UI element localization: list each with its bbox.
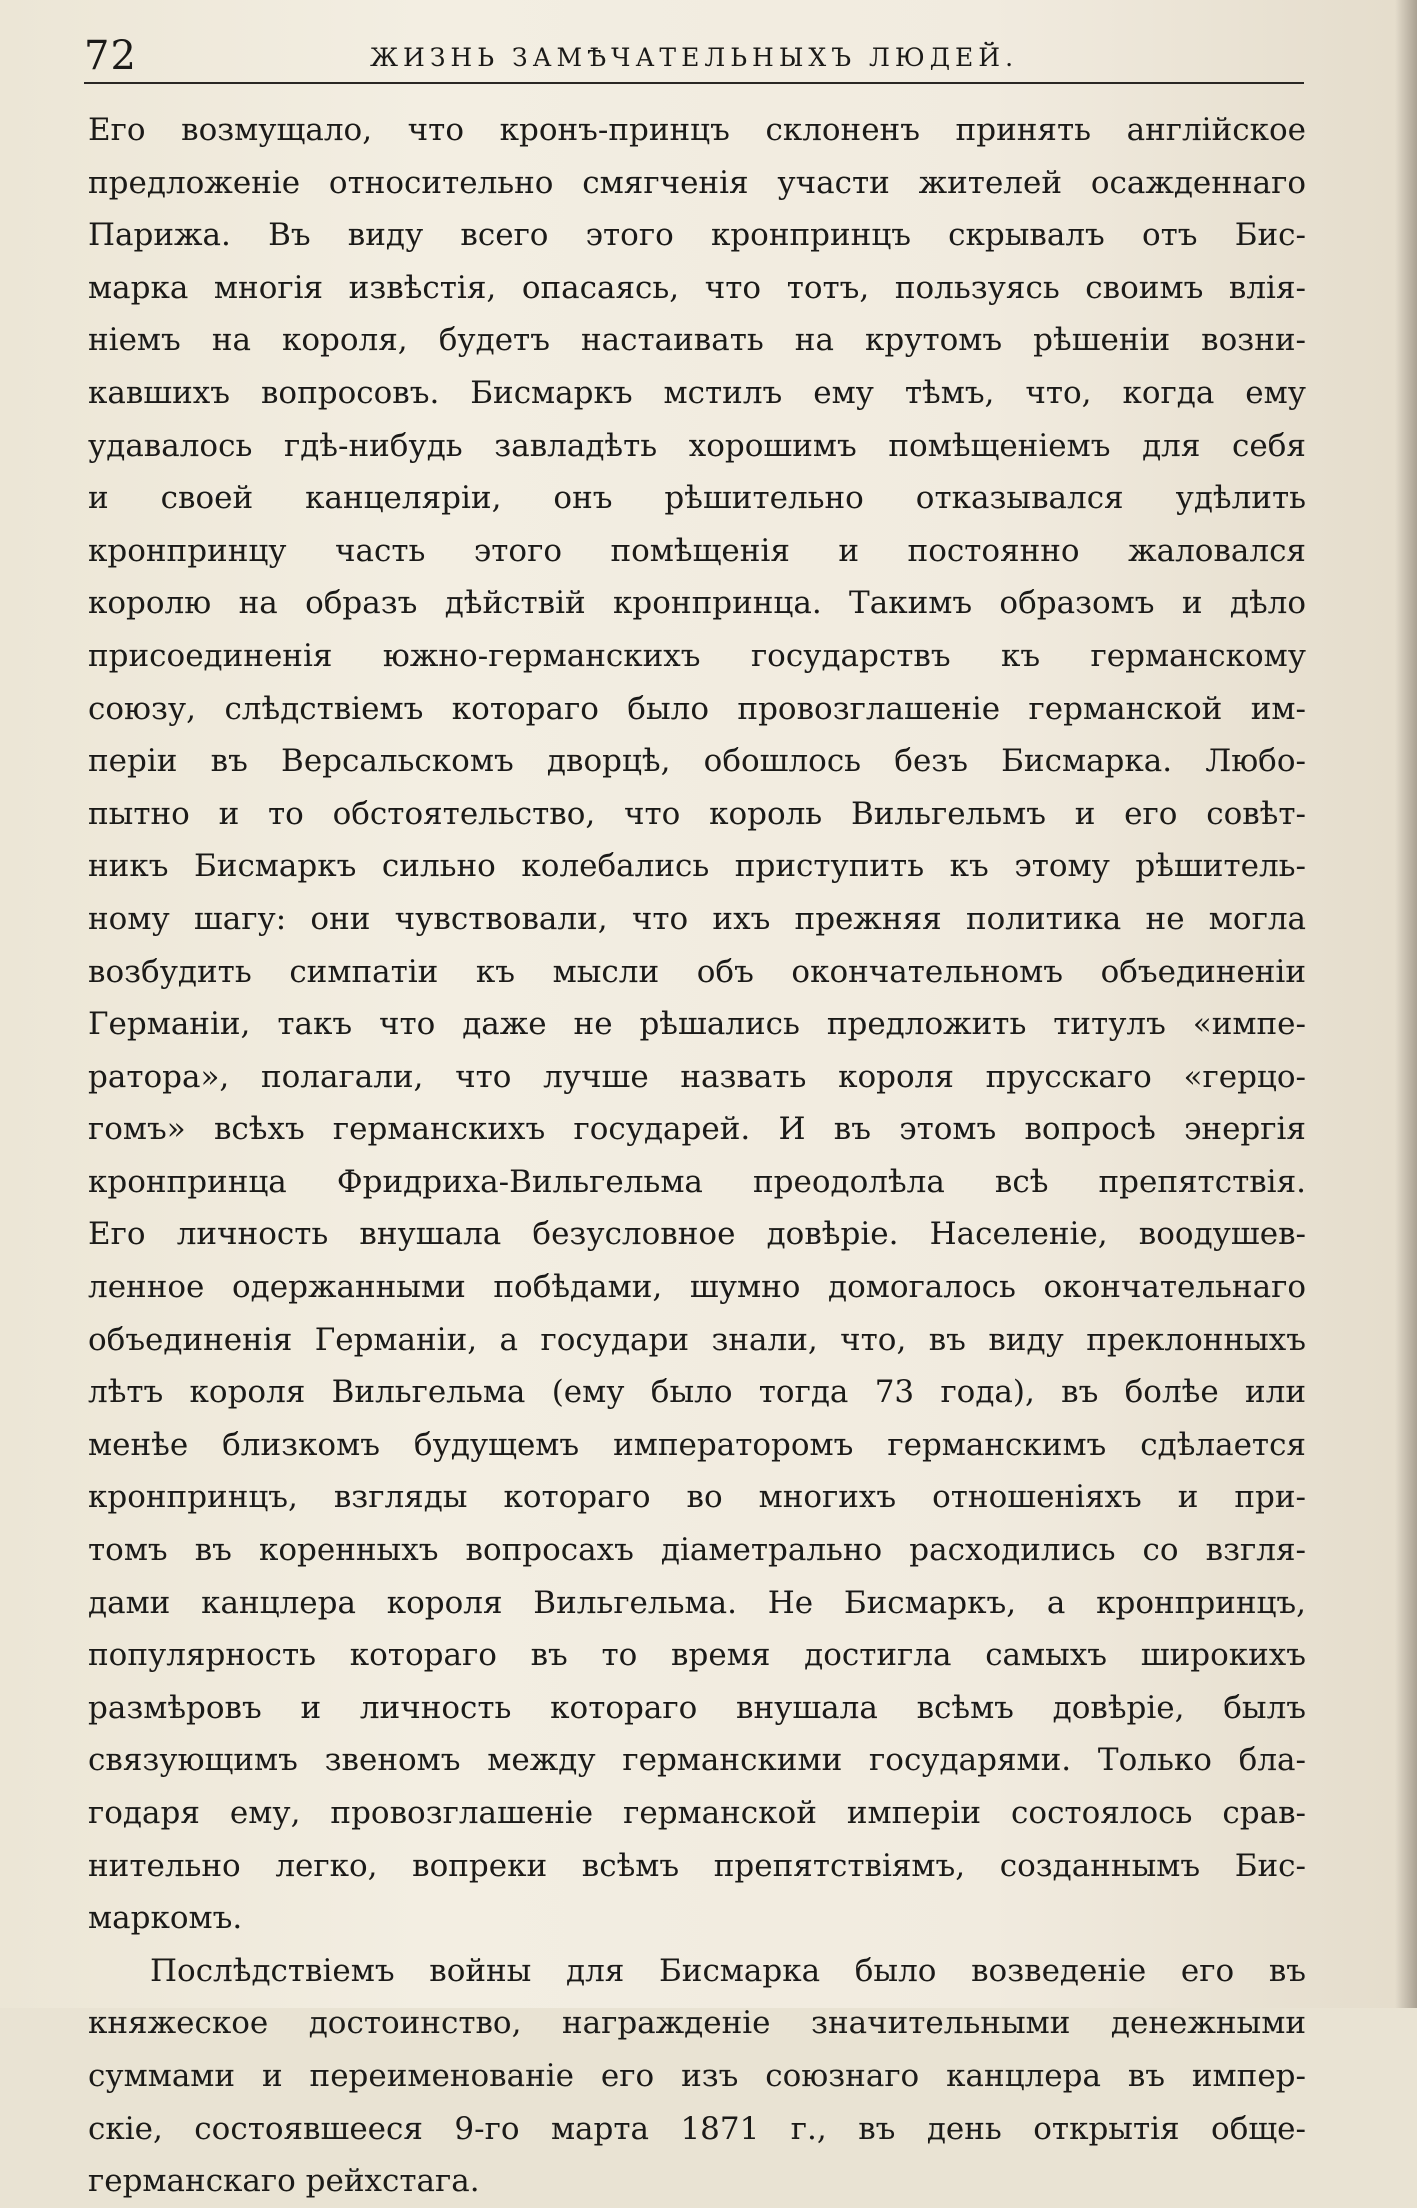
text-line: связующимъ звеномъ между германскими государями. Только бла- [88, 1742, 1306, 1779]
paragraph [88, 104, 1306, 1945]
text-line: гомъ» всѣхъ германскихъ государей. И въ этомъ вопросѣ энергія [88, 1111, 1306, 1148]
text-line: союзу, слѣдствіемъ котораго было провозглашеніе германской им- [88, 690, 1306, 727]
text-line: Парижа. Въ виду всего этого кронпринцъ скрывалъ отъ Бис- [88, 217, 1306, 254]
page-header [84, 30, 1304, 82]
text-line: пытно и то обстоятельство, что король Вильгельмъ и его совѣт- [88, 795, 1306, 832]
paragraph [88, 1945, 1306, 2208]
page-edge-shadow [1395, 0, 1417, 2008]
text-line: ратора», полагали, что лучше назвать короля прусскаго «герцо- [88, 1058, 1306, 1095]
text-line: годаря ему, провозглашеніе германской имперіи состоялось срав- [88, 1795, 1306, 1831]
text-line: княжеское достоинство, награжденіе значительными денежными [88, 2005, 1306, 2042]
text-line: періи въ Версальскомъ дворцѣ, обошлось безъ Бисмарка. Любо- [88, 743, 1306, 780]
text-line: удавалось гдѣ-нибудь завладѣть хорошимъ помѣщеніемъ для себя [88, 427, 1306, 464]
text-line: Его возмущало, что кронъ-принцъ склоненъ принять англійское [88, 112, 1306, 148]
text-line: ленное одержанными побѣдами, шумно домогалось окончательнаго [88, 1269, 1306, 1306]
text-line: томъ въ коренныхъ вопросахъ діаметрально расходились со взгля- [88, 1532, 1306, 1569]
text-line: марка многія извѣстія, опасаясь, что тотъ, пользуясь своимъ влія- [88, 269, 1306, 306]
text-line: маркомъ. [88, 1900, 243, 1937]
running-title: ЖИЗНЬ ЗАМѢЧАТЕЛЬНЫХЪ ЛЮДЕЙ. [369, 43, 1019, 72]
text-line: объединенія Германіи, а государи знали, что, въ виду преклонныхъ [88, 1321, 1306, 1358]
text-line: германскаго рейхстага. [88, 2163, 480, 2200]
text-line: кронпринцу часть этого помѣщенія и постоянно жаловался [88, 532, 1306, 569]
text-line: кронпринца Фридриха-Вильгельма преодолѣла всѣ препятствія. [88, 1163, 1306, 1200]
text-line: нительно легко, вопреки всѣмъ препятствіямъ, созданнымъ Бис- [88, 1847, 1306, 1884]
header-rule [84, 82, 1304, 84]
text-line: присоединенія южно-германскихъ государствъ къ германскому [88, 637, 1306, 674]
text-line: предложеніе относительно смягченія участи жителей осажденнаго [88, 164, 1306, 201]
text-line: кронпринцъ, взгляды котораго во многихъ отношеніяхъ и при- [88, 1479, 1306, 1516]
text-line: ному шагу: они чувствовали, что ихъ прежняя политика не могла [88, 900, 1306, 937]
text-line: ніемъ на короля, будетъ настаивать на крутомъ рѣшеніи возни- [88, 322, 1306, 359]
text-line: никъ Бисмаркъ сильно колебались приступить къ этому рѣшитель- [88, 848, 1306, 885]
text-line: суммами и переименованіе его изъ союзнаго канцлера въ импер- [88, 2057, 1306, 2094]
text-line: менѣе близкомъ будущемъ императоромъ германскимъ сдѣлается [88, 1426, 1306, 1463]
text-line: лѣтъ короля Вильгельма (ему было тогда 73 года), въ болѣе или [88, 1374, 1306, 1411]
text-line: Германіи, такъ что даже не рѣшались предложить титулъ «импе- [88, 1006, 1306, 1043]
text-line: скіе, состоявшееся 9-го марта 1871 г., въ день открытія обще- [88, 2110, 1306, 2147]
text-line: кавшихъ вопросовъ. Бисмаркъ мстилъ ему тѣмъ, что, когда ему [88, 374, 1306, 411]
body-text [88, 104, 1306, 2208]
text-line: и своей канцеляріи, онъ рѣшительно отказывался удѣлить [88, 480, 1306, 517]
text-line: возбудить симпатіи къ мысли объ окончательномъ объединеніи [88, 953, 1306, 990]
text-line: дами канцлера короля Вильгельма. Не Бисмаркъ, а кронпринцъ, [88, 1584, 1306, 1621]
text-line: популярность котораго въ то время достигла самыхъ широкихъ [88, 1637, 1306, 1674]
text-line: Его личность внушала безусловное довѣріе. Населеніе, воодушев- [88, 1216, 1306, 1253]
page-number: 72 [84, 33, 137, 79]
text-line: королю на образъ дѣйствій кронпринца. Такимъ образомъ и дѣло [88, 585, 1306, 622]
text-line: Послѣдствіемъ войны для Бисмарка было возведеніе его въ [150, 1952, 1306, 1989]
text-line: размѣровъ и личность котораго внушала всѣмъ довѣріе, былъ [88, 1689, 1306, 1726]
